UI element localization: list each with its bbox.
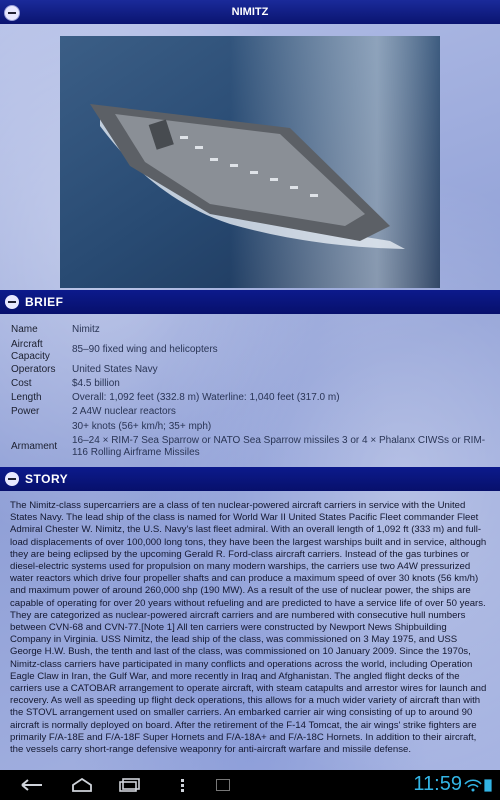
story-header[interactable] <box>0 467 500 491</box>
recent-apps-icon[interactable] <box>118 778 142 792</box>
story-text: The Nimitz-class supercarriers are a class of ten nuclear-powered aircraft carriers in service with the United States Navy. The lead ship of the class is named for World War II United States Pacific Fleet commander Fleet Admiral Chester W. Nimitz, the U.S. Navy's last fleet admiral. With an overall length of 1,092 ft (333 m) and full-load displacements of over 100,000 long tons, they have been the largest warships built and in service, although they are being eclipsed by the upcoming Gerald R. Ford-class aircraft carriers. Instead of the gas turbines or diesel-electric systems used for propulsion on many modern warships, the carriers use two A4W pressurized water reactors which drive four propeller shafts and can produce a maximum speed of over 30 knots (56 km/h) and maximum power of around 260,000 shp (190 MW). As a result of the use of nuclear power, the ships are capable of operating for over 20 years without refueling and are predicted to have a service life of over 50 years. They are categorized as nuclear-powered aircraft carriers and are numbered with consecutive hull numbers between CVN-68 and CVN-77.[Note 1] All ten carriers were constructed by Newport News Shipbuilding Company in Virginia. USS Nimitz, the lead ship of the class, was commissioned on 3 May 1975, and USS George H.W. Bush, the tenth and last of the class, was commissioned on 10 January 2009. Since the 1970s, Nimitz-class carriers have participated in many conflicts and operations across the world, including Operation Eagle Claw in Iran, the Gulf War, and more recently in Iraq and Afghanistan. The angled flight decks of the carriers use a CATOBAR arrangement to operate aircraft, with steam catapults and arrestor wires for launch and recovery. As well as speeding up flight deck operations, this allows for a much wider variety of aircraft than with the STOVL arrangement used on smaller carriers. An embarked carrier air wing consisting of up to around 90 aircraft is normally deployed on board. After the retirement of the F-14 Tomcat, the air wings' strike fighters are primarily F/A-18E and F/A-18F Super Hornets and F/A-18A+ and F/A-18C Hornets. In addition to their aircraft, the vessels carry short-range defensive weaponry for anti-aircraft warfare and missile defense. <box>10 500 487 756</box>
brief-value: 30+ knots (56+ km/h; 35+ mph) <box>72 421 212 432</box>
collapse-story-icon[interactable] <box>5 472 19 486</box>
brief-value: Overall: 1,092 feet (332.8 m) Waterline: 1,040 feet (317.0 m) <box>72 392 340 403</box>
aircraft-carrier-image <box>60 36 440 288</box>
brief-label: Operators <box>11 364 56 375</box>
collapse-icon[interactable] <box>4 5 20 21</box>
home-icon[interactable] <box>70 778 94 792</box>
brief-value: 16–24 × RIM-7 Sea Sparrow or NATO Sea Sparrow missiles 3 or 4 × Phalanx CIWSs or RIM-116 Rolling Airframe Missiles <box>72 435 486 458</box>
brief-label: Cost <box>11 378 32 389</box>
clock: 11:59 <box>413 773 462 795</box>
brief-label: Name <box>11 324 38 335</box>
wifi-icon <box>464 778 492 792</box>
menu-icon[interactable] <box>176 778 190 792</box>
ship-photo <box>60 36 440 288</box>
brief-label: Armament <box>11 441 58 452</box>
brief-label: Length <box>11 392 42 403</box>
brief-value: $4.5 billion <box>72 378 120 389</box>
brief-value: 2 A4W nuclear reactors <box>72 406 176 417</box>
title-bar <box>0 0 500 24</box>
page-title: NIMITZ <box>231 6 269 18</box>
brief-value: Nimitz <box>72 324 100 335</box>
brief-header[interactable] <box>0 290 500 314</box>
brief-value: United States Navy <box>72 364 158 375</box>
battery-icon <box>485 780 491 791</box>
system-navigation-bar <box>0 770 500 800</box>
notification-icon <box>216 779 230 791</box>
story-title: STORY <box>25 472 69 486</box>
brief-title: BRIEF <box>25 295 64 309</box>
brief-label: Power <box>11 406 40 417</box>
brief-value: 85–90 fixed wing and helicopters <box>72 344 218 355</box>
brief-label: Aircraft Capacity <box>11 339 50 362</box>
collapse-brief-icon[interactable] <box>5 295 19 309</box>
back-arrow-icon[interactable] <box>20 778 44 792</box>
